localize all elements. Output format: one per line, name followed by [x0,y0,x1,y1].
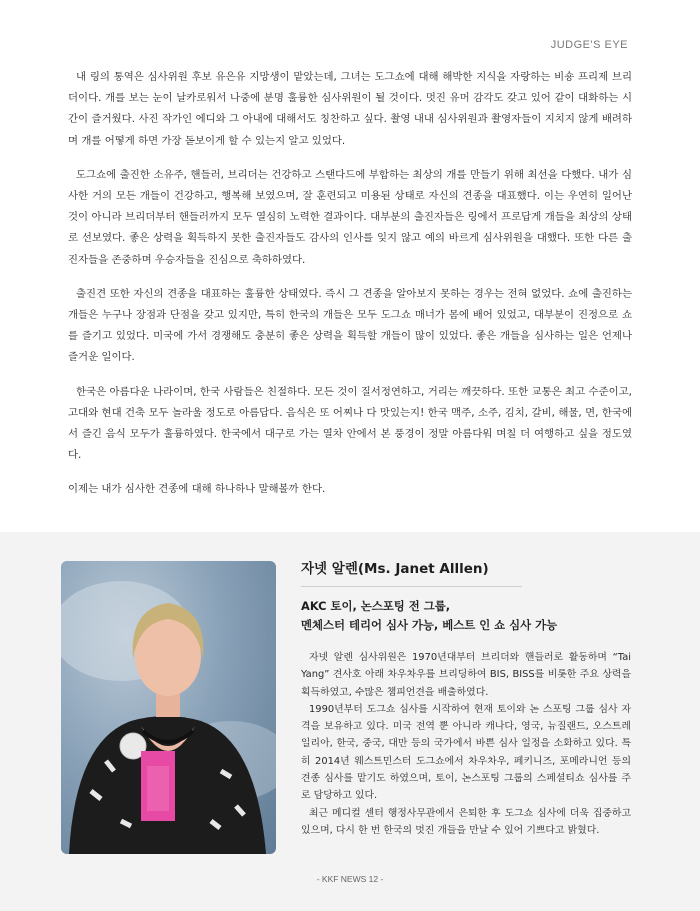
judge-bio-text [301,649,631,839]
bio-paragraph: 1990년부터 도그쇼 심사를 시작하여 현재 토이와 논 스포팅 그룹 심사 자격을 보유하고 있다. 미국 전역 뿐 아니라 캐나다, 영국, 뉴질랜드, 오스트레일리아, 한국, 중국, 대만 등의 국가에서 바쁜 심사 일정을 소화하고 있다. 특히 2014년 웨스트민스터 도그쇼에서 차우차우, 페키니즈, 포메라니언 등의 견종 심사를 맡기도 하였으며, 토이, 논스포팅 그룹의 스페셜티쇼 심사를 주로 담당하고 있다. [301,703,631,802]
judge-name: 자넷 알렌(Ms. Janet Alllen) [301,561,489,577]
qualification-line: 멘체스터 테리어 심사 가능, 베스트 인 쇼 심사 가능 [301,618,558,632]
article-body [68,67,632,514]
section-label: JUDGE'S EYE [550,39,628,51]
judge-portrait-photo [61,561,276,854]
article-paragraph: 이제는 내가 심사한 견종에 대해 하나하나 말해볼까 한다. [68,483,326,496]
article-paragraph: 도그쇼에 출진한 소유주, 핸들러, 브리더는 건강하고 스탠다드에 부합하는 최상의 개를 만들기 위해 최선을 다했다. 내가 심사한 거의 모든 개들이 건강하고, 행복해 보였으며, 잘 훈련되고 미용된 상태로 자신의 견종을 대표했다. 이는 우연히 일어난 것이 아니라 브리더부터 핸들러까지 모두 열심히 노력한 결과이다. 대부분의 출진자들은 링에서 프로답게 개들을 최상의 상태로 선보였다. 좋은 상력을 획득하지 못한 출진자들도 감사의 인사를 잊지 않고 예의 바르게 심사위원을 대했다. 또한 다른 출진자들을 존중하며 우승자들을 진심으로 축하하였다. [68,168,632,266]
divider [301,586,522,587]
judge-qualifications [301,597,631,635]
article-paragraph: 출진견 또한 자신의 견종을 대표하는 훌륭한 상태였다. 즉시 그 견종을 알아보지 못하는 경우는 전혀 없었다. 쇼에 출진하는 개들은 누구나 장점과 단점을 갖고 있지만, 특히 한국의 개들은 모두 도그쇼 매너가 몸에 배어 있었고, 대부분이 진정으로 쇼를 즐기고 있었다. 미국에 가서 경쟁해도 충분히 좋은 상력을 획득할 개들이 많이 있었다. 좋은 개들을 심사하는 일은 언제나 즐거운 일이다. [68,287,632,364]
bio-paragraph: 최근 메디컬 센터 행정사무관에서 은퇴한 후 도그쇼 심사에 더욱 집중하고 있으며, 다시 한 번 한국의 멋진 개들을 만날 수 있어 기쁘다고 밝혔다. [301,807,631,836]
article-paragraph: 한국은 아름다운 나라이며, 한국 사람들은 친절하다. 모든 것이 질서정연하고, 거리는 깨끗하다. 또한 교통은 최고 수준이고, 고대와 현대 건축 모두 놀라울 정도로 아름답다. 음식은 또 어찌나 다 맛있는지! 한국 맥주, 소주, 김치, 갈비, 해물, 면, 한국에서 즐긴 음식 모두가 훌륭하였다. 한국에서 대구로 가는 열차 안에서 본 풍경이 정말 아름다워 며칠 더 여행하고 싶을 정도였다. [68,385,632,462]
bio-paragraph: 자넷 알렌 심사위원은 1970년대부터 브리더와 핸들러로 활동하며 “Tai Yang” 견사호 아래 차우차우를 브리딩하여 BIS, BISS를 비롯한 주요 상력을 획득하였고, 수많은 챔피언견을 배출하였다. [301,652,631,698]
page-footer: - KKF NEWS 12 - [316,874,384,884]
qualification-line: AKC 토이, 논스포팅 전 그룹, [301,599,451,613]
article-paragraph: 내 링의 통역은 심사위원 후보 유은유 지망생이 맡았는데, 그녀는 도그쇼에 대해 해박한 지식을 자랑하는 비숑 프리제 브리더이다. 개를 보는 눈이 날카로워서 나중에 분명 훌륭한 심사위원이 될 것이다. 멋진 유머 감각도 갖고 있어 같이 대화하는 시간이 즐거웠다. 사진 작가인 에디와 그 아내에 대해서도 칭찬하고 싶다. 촬영 내내 심사위원과 촬영자들이 지치지 않게 배려하며 개를 어떻게 하면 가장 돋보이게 할 수 있는지 알고 있었다. [68,71,632,147]
